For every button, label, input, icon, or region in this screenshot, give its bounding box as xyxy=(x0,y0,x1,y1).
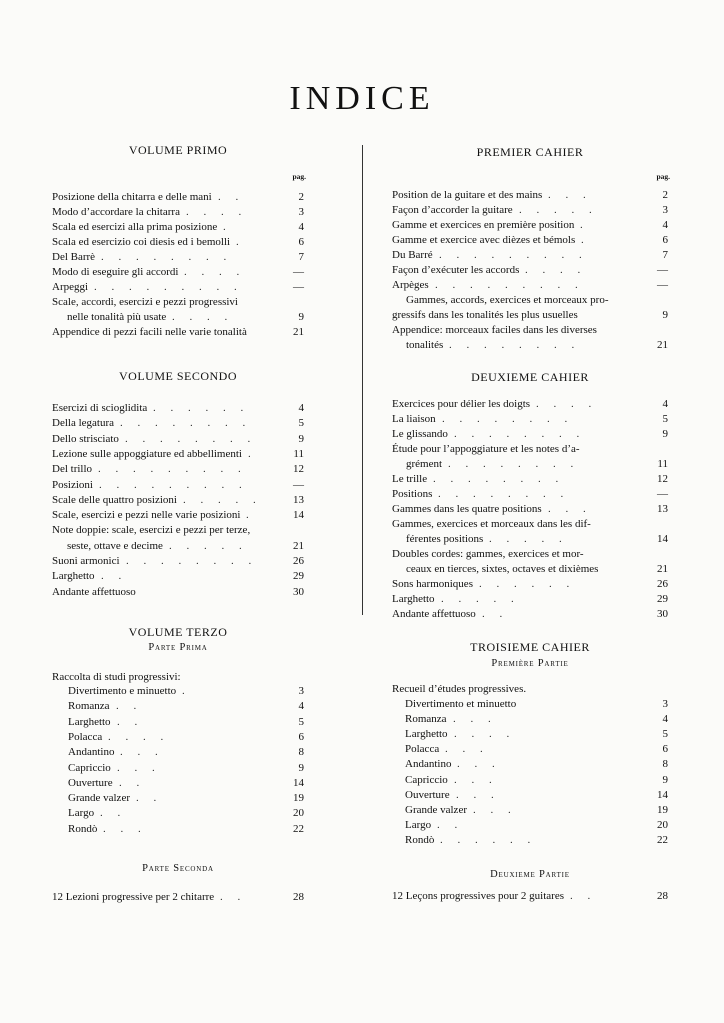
toc-entry-title: Del trillo xyxy=(52,463,93,476)
toc-entry-title: Posizioni xyxy=(52,478,93,491)
toc-entry xyxy=(392,788,668,803)
toc-entry-title: Polacca xyxy=(405,743,440,756)
toc-entry-page: 22 xyxy=(657,833,668,846)
toc-entry xyxy=(52,447,304,462)
toc-entry-leader: . . xyxy=(119,776,146,789)
toc-entry-page: 9 xyxy=(662,428,668,440)
toc-entry xyxy=(392,323,668,338)
toc-entry-page: 9 xyxy=(298,761,304,774)
pag-label: pag. xyxy=(292,172,306,181)
toc-entry-title: Divertimento e minuetto xyxy=(68,685,177,697)
toc-entry-leader: . xyxy=(223,221,232,233)
toc-entry-page: 2 xyxy=(662,189,668,201)
toc-entry-leader: . . xyxy=(570,890,597,902)
toc-entry-title: Appendice: morceaux faciles dans les diverses xyxy=(392,324,597,336)
toc-entry-page: 22 xyxy=(293,822,304,835)
recueil-intro: Recueil d’études progressives. xyxy=(392,683,527,695)
toc-entry-title: Doubles cordes: gammes, exercices et mor- xyxy=(392,548,584,560)
toc-entry-page: 3 xyxy=(298,206,304,218)
toc-entry-page: 7 xyxy=(298,251,304,263)
toc-entry-title: Del Barrè xyxy=(52,251,96,263)
toc-entry-leader: . . . . . . . . . xyxy=(439,249,588,261)
toc-entry-leader: . . . . . . . . . xyxy=(435,279,584,291)
toc-entry-page: 11 xyxy=(657,458,668,470)
toc-entry-page: — xyxy=(657,264,668,276)
deuxieme-cahier-heading: DEUXIEME CAHIER xyxy=(471,370,589,384)
toc-entry xyxy=(392,803,668,818)
toc-entry-title: Façon d’accorder la guitare xyxy=(392,204,513,216)
toc-entry-page: 30 xyxy=(293,585,304,598)
toc-entry xyxy=(52,462,304,477)
toc-entry-title: Largo xyxy=(405,818,432,831)
toc-entry-title: Grande valzer xyxy=(405,803,467,816)
toc-entry xyxy=(392,547,668,562)
toc-entry-leader: . . . . xyxy=(454,728,516,741)
premier-cahier-heading: PREMIER CAHIER xyxy=(476,145,584,159)
toc-entry-title: Rondò xyxy=(405,833,435,846)
toc-entry-leader: . . . xyxy=(445,743,489,756)
toc-entry-title: Exercices pour délier les doigts xyxy=(392,398,531,410)
toc-entry-page: 9 xyxy=(662,773,668,786)
toc-entry-title: Andante affettuoso xyxy=(392,608,476,620)
toc-entry-leader: . . . xyxy=(120,746,164,759)
toc-entry-page: — xyxy=(293,266,304,278)
toc-entry-title: Gammes dans les quatre positions xyxy=(392,503,542,515)
toc-entry-page: 13 xyxy=(293,493,304,506)
toc-entry-title: Dello strisciato xyxy=(52,432,119,445)
toc-entry-title: Grande valzer xyxy=(68,792,130,805)
toc-entry xyxy=(392,577,668,592)
toc-entry xyxy=(392,233,668,248)
toc-entry-leader: . xyxy=(580,219,589,231)
toc-entry-title: Romanza xyxy=(68,700,110,713)
toc-entry-page: 12 xyxy=(657,473,668,485)
toc-entry-title: Arpèges xyxy=(392,279,429,291)
pag-label-right: pag. xyxy=(656,172,670,181)
toc-entry-page: 21 xyxy=(293,326,304,338)
toc-entry xyxy=(392,773,668,788)
toc-entry-title: Gamme et exercices en première position xyxy=(392,219,575,231)
troisieme-cahier-heading: TROISIEME CAHIER xyxy=(470,640,590,654)
toc-entry xyxy=(52,220,304,235)
toc-entry-leader: . . . xyxy=(548,503,592,515)
toc-entry xyxy=(52,699,304,714)
toc-entry xyxy=(392,278,668,293)
toc-entry-page: 30 xyxy=(657,608,668,620)
page-title: INDICE xyxy=(289,80,435,117)
toc-entry-title: Le trille xyxy=(392,473,428,485)
toc-entry xyxy=(392,562,668,577)
toc-entry xyxy=(52,508,304,523)
toc-entry xyxy=(52,416,304,431)
toc-entry xyxy=(392,397,668,412)
toc-entry-page: 20 xyxy=(293,807,304,820)
toc-entry-leader: . . . . . . . . xyxy=(442,413,574,425)
toc-entry xyxy=(52,478,304,493)
toc-entry-leader: . . . . xyxy=(525,264,587,276)
toc-entry xyxy=(52,205,304,220)
toc-entry-leader: . . . . . . . . xyxy=(448,458,580,470)
toc-entry-leader: . . . . . xyxy=(183,493,262,506)
toc-entry-page: 4 xyxy=(298,402,304,414)
toc-entry-leader: . . . . . . xyxy=(440,833,537,846)
toc-entry xyxy=(392,502,668,517)
toc-entry-page: 21 xyxy=(293,539,304,552)
toc-entry-page: 20 xyxy=(657,818,668,831)
toc-entry-leader: . . . . . . . . xyxy=(126,555,258,567)
toc-entry-page: 3 xyxy=(298,685,304,697)
toc-entry-leader: . . . xyxy=(473,803,517,816)
toc-entry-title: Andantino xyxy=(405,758,452,771)
toc-entry xyxy=(392,833,668,848)
toc-entry-page: 6 xyxy=(662,234,668,246)
toc-entry-title: tonalités xyxy=(406,339,444,351)
toc-entry-page: 19 xyxy=(293,792,304,805)
toc-entry-page: 7 xyxy=(662,249,668,261)
toc-entry-page: 9 xyxy=(298,432,304,445)
toc-entry xyxy=(392,412,668,427)
toc-entry-title: Ouverture xyxy=(68,776,113,789)
toc-entry-leader: . . . . . xyxy=(169,539,248,552)
toc-entry-page: 9 xyxy=(298,311,304,323)
deuxieme-partie-heading: Deuxieme Partie xyxy=(490,869,570,880)
toc-entry-title: Façon d’exécuter les accords xyxy=(392,264,520,276)
toc-entry-title: Scale, esercizi e pezzi nelle varie posizioni xyxy=(52,509,241,522)
toc-entry-leader: . . . . xyxy=(186,206,248,218)
toc-entry-leader: . . . . xyxy=(536,398,598,410)
toc-entry xyxy=(52,761,304,776)
toc-entry-leader: . . . . xyxy=(184,266,246,278)
toc-entry-leader: . . xyxy=(100,807,127,820)
toc-entry-title: Esercizi di scioglidita xyxy=(52,402,148,414)
toc-entry-title: grément xyxy=(406,458,443,470)
toc-entry-leader: . . . . . xyxy=(489,533,568,545)
toc-entry-page: 14 xyxy=(293,509,304,522)
toc-entry-title: Larghetto xyxy=(52,570,95,583)
toc-entry-page: — xyxy=(293,478,304,491)
column-divider xyxy=(362,145,363,615)
toc-entry-page: 14 xyxy=(657,533,668,545)
toc-entry-leader: . . . xyxy=(117,761,161,774)
toc-entry xyxy=(52,684,304,699)
toc-entry-leader: . . . xyxy=(456,788,500,801)
toc-entry xyxy=(52,310,304,325)
toc-entry-leader: . xyxy=(581,234,590,246)
toc-entry xyxy=(392,293,668,308)
toc-entry-title: Rondò xyxy=(68,822,98,835)
toc-entry-leader: . . . xyxy=(548,189,592,201)
toc-entry xyxy=(392,712,668,727)
toc-entry-leader: . . xyxy=(117,715,144,728)
toc-entry-page: — xyxy=(293,281,304,293)
toc-entry-page: 13 xyxy=(657,503,668,515)
toc-entry-page: 19 xyxy=(657,803,668,816)
toc-entry-title: Sons harmoniques xyxy=(392,578,473,590)
toc-entry-page: 14 xyxy=(293,776,304,789)
toc-entry-leader: . . . . . . . . . xyxy=(94,281,243,293)
toc-entry xyxy=(52,295,304,310)
toc-entry-page: 21 xyxy=(657,339,668,351)
toc-entry-title: Modo d’accordare la chitarra xyxy=(52,206,180,218)
toc-entry-leader: . . . . . . . . . xyxy=(99,478,248,491)
toc-entry-title: Ouverture xyxy=(405,788,450,801)
toc-entry-title: Andante affettuoso xyxy=(52,585,136,598)
toc-entry xyxy=(392,517,668,532)
toc-entry xyxy=(392,308,668,323)
toc-entry xyxy=(392,203,668,218)
toc-entry-title: Lezione sulle appoggiature ed abbellimenti xyxy=(52,447,242,460)
toc-entry-title: 12 Lezioni progressive per 2 chitarre xyxy=(52,891,215,903)
toc-entry xyxy=(392,818,668,833)
toc-entry xyxy=(52,585,304,600)
toc-entry xyxy=(52,822,304,837)
toc-entry-title: Larghetto xyxy=(405,728,448,741)
toc-entry-title: Gamme et exercice avec dièzes et bémols xyxy=(392,234,576,246)
toc-entry-page: 3 xyxy=(662,204,668,216)
toc-entry xyxy=(392,697,668,712)
toc-entry xyxy=(52,493,304,508)
toc-entry-leader: . . . xyxy=(454,773,498,786)
toc-entry-page: 8 xyxy=(298,746,304,759)
toc-entry xyxy=(392,218,668,233)
toc-entry-leader: . xyxy=(248,447,257,460)
volume-secondo-heading: VOLUME SECONDO xyxy=(119,369,237,383)
toc-entry-leader: . . . . . . . . xyxy=(433,473,565,485)
toc-entry xyxy=(392,592,668,607)
toc-entry-page: 29 xyxy=(293,570,304,583)
toc-entry-title: Suoni armonici xyxy=(52,555,120,567)
toc-entry-title: Le glissando xyxy=(392,428,448,440)
toc-entry-leader: . . . . . . . . xyxy=(125,432,257,445)
toc-entry-leader: . . . . . xyxy=(519,204,598,216)
toc-entry-title: gressifs dans les tonalités les plus usuelles xyxy=(392,309,578,321)
toc-entry-title: Appendice di pezzi facili nelle varie tonalità xyxy=(52,326,247,338)
toc-entry-leader: . . . . . . . . xyxy=(438,488,570,500)
toc-entry xyxy=(392,338,668,353)
toc-entry xyxy=(52,715,304,730)
toc-entry-title: Position de la guitare et des mains xyxy=(392,189,543,201)
toc-entry xyxy=(52,890,304,905)
toc-entry-title: Romanza xyxy=(405,713,447,726)
toc-entry xyxy=(392,607,668,622)
toc-entry xyxy=(392,742,668,757)
toc-entry-title: Arpeggi xyxy=(52,281,89,293)
toc-entry-leader: . . xyxy=(220,891,247,903)
toc-entry-leader: . . . . . . . . . xyxy=(98,463,247,476)
toc-entry-page: 28 xyxy=(293,891,304,903)
toc-entry-page: 5 xyxy=(662,413,668,425)
toc-entry xyxy=(392,442,668,457)
toc-entry-leader: . . xyxy=(116,700,143,713)
toc-entry xyxy=(392,457,668,472)
volume-primo-heading: VOLUME PRIMO xyxy=(128,143,228,157)
toc-entry-page: 14 xyxy=(657,788,668,801)
toc-entry xyxy=(392,188,668,203)
toc-entry-page: 26 xyxy=(657,578,668,590)
toc-entry-leader: . . . . . . . . xyxy=(101,251,233,263)
toc-entry xyxy=(52,776,304,791)
toc-entry xyxy=(52,190,304,205)
toc-entry-leader: . xyxy=(236,236,245,248)
toc-entry xyxy=(52,791,304,806)
toc-entry-leader: . . . . . . . . xyxy=(449,339,581,351)
toc-entry-leader: . . xyxy=(437,818,464,831)
toc-entry-title: Larghetto xyxy=(392,593,435,605)
toc-entry xyxy=(52,401,304,416)
toc-entry-title: Positions xyxy=(392,488,433,500)
toc-entry-title: Posizione della chitarra e delle mani xyxy=(52,191,212,203)
toc-entry-title: férentes positions xyxy=(406,533,484,545)
toc-entry-leader: . . . . xyxy=(172,311,234,323)
toc-entry xyxy=(392,263,668,278)
toc-entry-leader: . . . . . xyxy=(441,593,520,605)
toc-entry-title: Della legatura xyxy=(52,417,114,430)
toc-entry-title: Étude pour l’appoggiature et les notes d’a- xyxy=(392,443,580,455)
toc-entry-leader: . . . . . . xyxy=(153,402,250,414)
toc-entry-page: 8 xyxy=(662,758,668,771)
toc-entry-page: 6 xyxy=(662,743,668,756)
toc-entry-leader: . . . xyxy=(457,758,501,771)
toc-entry-leader: . . xyxy=(101,570,128,583)
toc-entry-title: seste, ottave e decime xyxy=(67,539,163,552)
toc-entry-page: 4 xyxy=(298,221,304,233)
toc-entry-page: 21 xyxy=(657,563,668,575)
toc-entry-title: Largo xyxy=(68,807,95,820)
toc-entry-title: Scale delle quattro posizioni xyxy=(52,493,177,506)
toc-entry-leader: . . . xyxy=(103,822,147,835)
toc-entry-page: 11 xyxy=(293,447,304,460)
toc-entry xyxy=(392,248,668,263)
toc-entry-page: 4 xyxy=(662,713,668,726)
toc-entry-title: La liaison xyxy=(392,413,436,425)
toc-entry-page: 9 xyxy=(662,309,668,321)
toc-entry-page: 4 xyxy=(662,398,668,410)
toc-entry-title: Du Barré xyxy=(392,249,433,261)
toc-entry-title: Divertimento et minuetto xyxy=(405,698,517,710)
toc-entry xyxy=(52,235,304,250)
toc-entry-leader: . . . xyxy=(453,713,497,726)
toc-entry-page: 26 xyxy=(293,555,304,567)
toc-entry xyxy=(52,539,304,554)
toc-entry-page: — xyxy=(657,488,668,500)
toc-entry xyxy=(52,569,304,584)
parte-prima-heading: Parte Prima xyxy=(148,642,208,653)
toc-entry-page: 28 xyxy=(657,890,668,902)
toc-entry-title: Note doppie: scale, esercizi e pezzi per terze, xyxy=(52,524,251,537)
toc-entry-page: 12 xyxy=(293,463,304,476)
premiere-partie-heading: Première Partie xyxy=(491,658,569,669)
toc-entry xyxy=(52,806,304,821)
toc-entry xyxy=(52,745,304,760)
toc-entry-page: 4 xyxy=(662,219,668,231)
toc-entry-leader: . . xyxy=(136,792,163,805)
toc-entry-title: Gammes, exercices et morceaux dans les dif- xyxy=(392,518,591,530)
toc-entry-page: 5 xyxy=(298,715,304,728)
toc-entry xyxy=(52,523,304,538)
toc-entry-title: ceaux en tierces, sixtes, octaves et dixièmes xyxy=(406,563,599,575)
toc-entry-title: Modo di eseguire gli accordi xyxy=(52,266,179,278)
toc-entry-title: Capriccio xyxy=(405,773,448,786)
toc-entry-title: Scala ed esercizi alla prima posizione xyxy=(52,221,218,233)
toc-entry-leader: . . xyxy=(218,191,245,203)
toc-entry xyxy=(52,265,304,280)
toc-entry-page: 6 xyxy=(298,236,304,248)
toc-entry-page: 6 xyxy=(298,730,304,743)
toc-entry-leader: . xyxy=(246,509,255,522)
toc-entry xyxy=(52,432,304,447)
toc-entry xyxy=(52,554,304,569)
toc-entry-leader: . . . . . . . . xyxy=(454,428,586,440)
parte-seconda-heading: Parte Seconda xyxy=(142,863,214,874)
toc-entry xyxy=(392,532,668,547)
raccolta-intro: Raccolta di studi progressivi: xyxy=(52,671,181,683)
toc-entry xyxy=(52,280,304,295)
toc-entry-leader: . . . . xyxy=(108,730,170,743)
toc-entry-title: Gammes, accords, exercices et morceaux pro- xyxy=(406,294,609,306)
volume-terzo-heading: VOLUME TERZO xyxy=(128,625,228,639)
toc-entry-page: 5 xyxy=(298,417,304,430)
toc-entry-title: Capriccio xyxy=(68,761,111,774)
toc-entry xyxy=(392,889,668,904)
toc-entry xyxy=(52,730,304,745)
toc-entry-page: 5 xyxy=(662,728,668,741)
toc-entry-leader: . xyxy=(182,685,191,697)
toc-entry-page: 3 xyxy=(662,698,668,710)
toc-entry-title: nelle tonalità più usate xyxy=(67,311,167,323)
toc-entry-leader: . . . . . . xyxy=(479,578,576,590)
toc-entry xyxy=(392,427,668,442)
toc-entry xyxy=(52,325,304,340)
toc-entry xyxy=(52,250,304,265)
toc-entry-page: 4 xyxy=(298,700,304,713)
toc-entry-leader: . . xyxy=(482,608,509,620)
toc-entry-page: 2 xyxy=(298,191,304,203)
toc-entry-title: Larghetto xyxy=(68,715,111,728)
toc-entry xyxy=(392,472,668,487)
toc-entry-title: Scale, accordi, esercizi e pezzi progressivi xyxy=(52,296,238,308)
toc-entry-leader: . . . . . . . . xyxy=(120,417,252,430)
toc-entry-title: 12 Leçons progressives pour 2 guitares xyxy=(392,890,564,902)
toc-entry xyxy=(392,487,668,502)
toc-entry-page: 29 xyxy=(657,593,668,605)
toc-entry-page: — xyxy=(657,279,668,291)
toc-entry-title: Scala ed esercizio coi diesis ed i bemolli xyxy=(52,236,231,248)
toc-entry xyxy=(392,727,668,742)
toc-entry-title: Andantino xyxy=(68,746,115,759)
toc-entry xyxy=(392,757,668,772)
toc-entry-title: Polacca xyxy=(68,730,103,743)
